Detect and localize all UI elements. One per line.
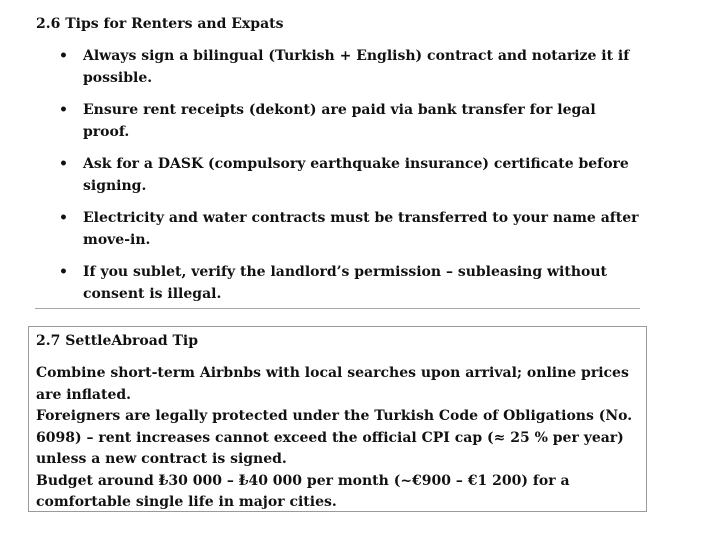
- tip-text: Ensure rent receipts (dekont) are paid via bank transfer for legal proof.: [83, 102, 596, 140]
- list-item: [0, 45, 640, 89]
- tip-text: Always sign a bilingual (Turkish + English) contract and notarize it if possible.: [83, 48, 630, 86]
- tip-box-paragraph: Combine short-term Airbnbs with local searches upon arrival; online prices are inflated.: [36, 365, 629, 403]
- section-divider: [35, 308, 640, 309]
- tip-box-title: 2.7 SettleAbroad Tip: [36, 333, 199, 349]
- tips-list: [0, 45, 640, 315]
- bullet-icon: •: [59, 102, 68, 118]
- bullet-icon: •: [59, 210, 68, 226]
- settleabroad-tip-box: [28, 326, 647, 512]
- tip-text: Ask for a DASK (compulsory earthquake insurance) certificate before signing.: [83, 156, 629, 194]
- tip-box-paragraph: Budget around ₺30 000 – ₺40 000 per month (~€900 – €1 200) for a comfortable single life in major cities.: [36, 472, 570, 510]
- bullet-icon: •: [59, 264, 68, 280]
- bullet-icon: •: [59, 48, 68, 64]
- tip-text: If you sublet, verify the landlord’s permission – subleasing without consent is illegal.: [83, 264, 608, 302]
- tip-box-paragraph: Foreigners are legally protected under the Turkish Code of Obligations (No. 6098) – rent increases cannot exceed the official CPI cap (≈ 25 % per year) unless a new contract is signed.: [36, 408, 633, 467]
- list-item: [0, 207, 640, 251]
- bullet-icon: •: [59, 156, 68, 172]
- list-item: [0, 99, 640, 143]
- tip-text: Electricity and water contracts must be transferred to your name after move-in.: [83, 210, 639, 248]
- list-item: [0, 153, 640, 197]
- section-title: 2.6 Tips for Renters and Expats: [36, 16, 284, 32]
- list-item: [0, 261, 640, 305]
